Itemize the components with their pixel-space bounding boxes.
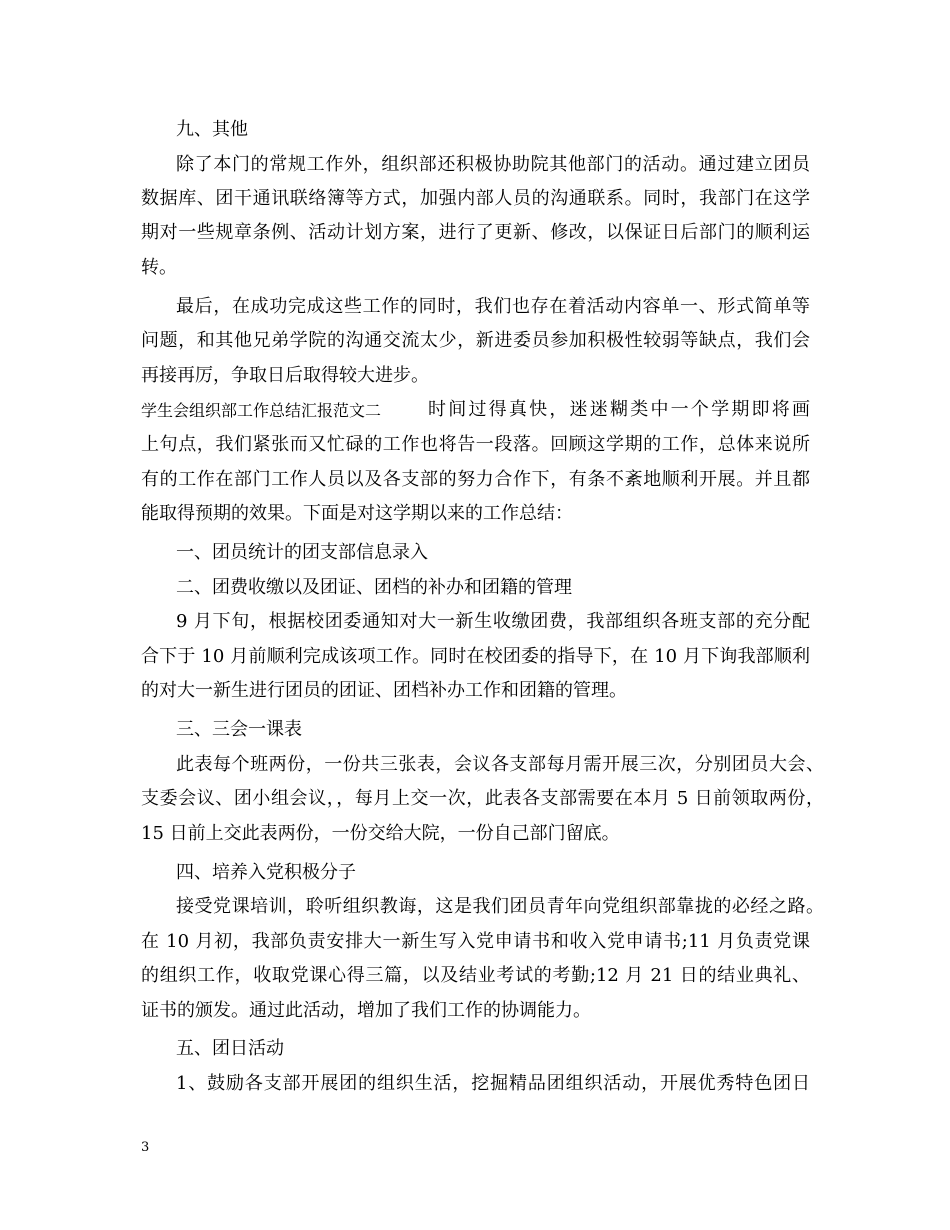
section-heading: 二、团费收缴以及团证、团档的补办和团籍的管理 [176, 577, 572, 598]
paragraph-line: 最后，在成功完成这些工作的同时，我们也存在着活动内容单一、形式简单等 [176, 296, 810, 317]
page-number: 3 [141, 1140, 150, 1155]
section-heading: 四、培养入党积极分子 [176, 862, 356, 883]
paragraph-line: 合下于 10 月前顺利完成该项工作。同时在校团委的指导下，在 10 月下询我部顺利 [141, 646, 810, 667]
paragraph-line: 数据库、团干通讯联络簿等方式，加强内部人员的沟通联系。同时，我部门在这学 [141, 188, 810, 209]
paragraph-line: 时间过得真快，迷迷糊类中一个学期即将画 [428, 399, 810, 420]
paragraph-line: 期对一些规章条例、活动计划方案，进行了更新、修改，以保证日后部门的顺利运 [141, 222, 810, 243]
section-heading: 九、其他 [176, 119, 248, 140]
paragraph-line: 支委会议、团小组会议，，每月上交一次，此表各支部需要在本月 5 日前领取两份， [141, 788, 824, 809]
paragraph-line: 在 10 月初，我部负责安排大一新生写入党申请书和收入党申请书;11 月负责党课 [141, 931, 810, 952]
paragraph-line: 上句点，我们紧张而又忙碌的工作也将告一段落。回顾这学期的工作，总体来说所 [141, 434, 810, 455]
paragraph-line: 有的工作在部门工作人员以及各支部的努力合作下，有条不紊地顺利开展。并且都 [141, 469, 810, 490]
paragraph-line: 接受党课培训，聆听组织教诲，这是我们团员青年向党组织部靠拢的必经之路。 [176, 896, 824, 917]
paragraph-line: 转。 [141, 257, 177, 278]
section-heading: 五、团日活动 [176, 1038, 284, 1059]
paragraph-line: 再接再厉，争取日后取得较大进步。 [141, 365, 429, 386]
paragraph-line: 9 月下旬，根据校团委通知对大一新生收缴团费，我部组织各班支部的充分配 [176, 611, 810, 632]
paragraph-line: 问题，和其他兄弟学院的沟通交流太少，新进委员参加积极性较弱等缺点，我们会 [141, 330, 810, 351]
paragraph-line: 除了本门的常规工作外，组织部还积极协助院其他部门的活动。通过建立团员 [176, 154, 810, 175]
paragraph-line: 1、鼓励各支部开展团的组织生活，挖掘精品团组织活动，开展优秀特色团日 [176, 1073, 810, 1094]
article-title: 学生会组织部工作总结汇报范文二 [141, 401, 382, 420]
paragraph-line: 此表每个班两份，一份共三张表，会议各支部每月需开展三次，分别团员大会、 [176, 754, 824, 775]
paragraph-line: 能取得预期的效果。下面是对这学期以来的工作总结： [141, 503, 573, 524]
paragraph-line: 证书的颁发。通过此活动，增加了我们工作的协调能力。 [141, 1000, 591, 1021]
section-heading: 三、三会一课表 [176, 719, 302, 740]
paragraph-line: 的对大一新生进行团员的团证、团档补办工作和团籍的管理。 [141, 680, 627, 701]
paragraph-line: 的组织工作，收取党课心得三篇，以及结业考试的考勤;12 月 21 日的结业典礼、 [141, 965, 810, 986]
section-heading: 一、团员统计的团支部信息录入 [176, 542, 428, 563]
paragraph-line: 15 日前上交此表两份，一份交给大院，一份自己部门留底。 [141, 823, 620, 844]
